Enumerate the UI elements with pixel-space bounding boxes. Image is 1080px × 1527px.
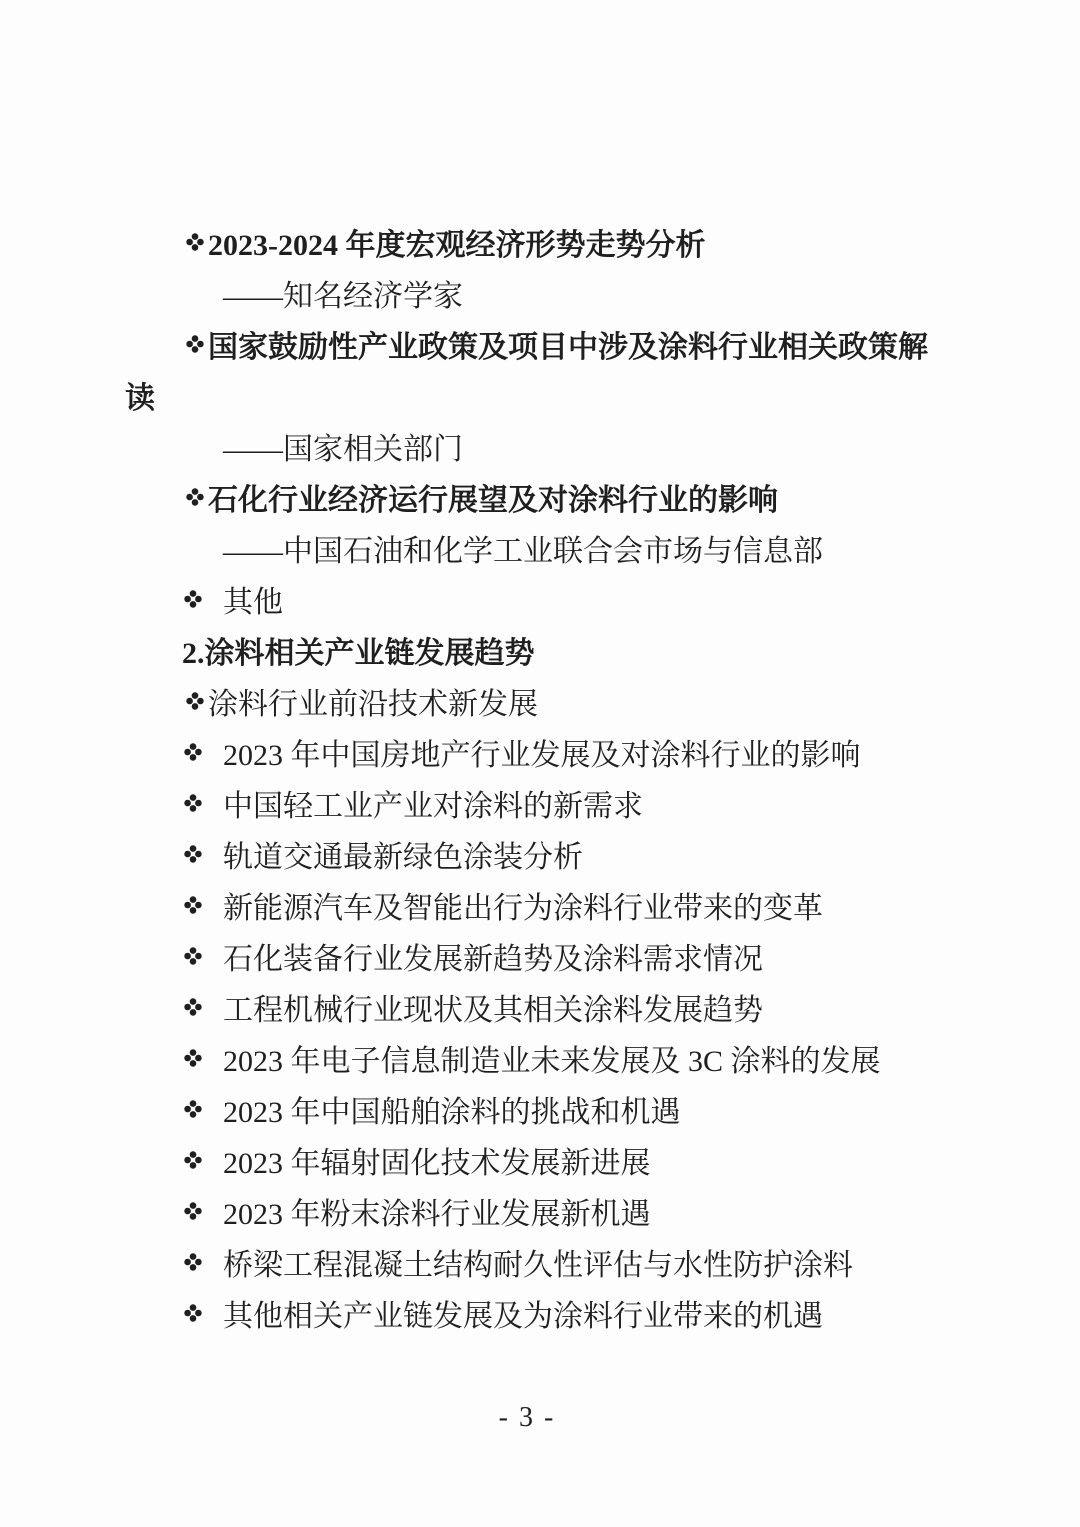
clover-bullet-icon: [184, 743, 202, 761]
attribution-line: [0, 420, 1080, 471]
list-item-text: 其他相关产业链发展及为涂料行业带来的机遇: [223, 1299, 823, 1333]
clover-bullet-icon: [186, 233, 204, 251]
list-item: [0, 1083, 1080, 1134]
list-item-text: 新能源汽车及智能出行为涂料行业带来的变革: [223, 891, 823, 925]
clover-bullet-icon: [184, 947, 202, 965]
list-item: [0, 318, 1080, 369]
list-item: [0, 930, 1080, 981]
list-item-text: 国家鼓励性产业政策及项目中涉及涂料行业相关政策解: [208, 330, 928, 364]
agenda-list: [0, 216, 1080, 1338]
clover-bullet-icon: [186, 335, 204, 353]
list-item: [0, 981, 1080, 1032]
clover-bullet-icon: [184, 1304, 202, 1322]
page-number: - 3 -: [498, 1402, 556, 1433]
list-item-text: 石化行业经济运行展望及对涂料行业的影响: [208, 483, 778, 517]
list-item: [0, 1134, 1080, 1185]
section-heading: [0, 624, 1080, 675]
list-item-text: 涂料行业前沿技术新发展: [208, 687, 538, 721]
list-item-text: 桥梁工程混凝土结构耐久性评估与水性防护涂料: [223, 1248, 853, 1282]
attribution-line: [0, 267, 1080, 318]
clover-bullet-icon: [184, 1100, 202, 1118]
attribution-text: ——中国石油和化学工业联合会市场与信息部: [223, 534, 823, 568]
wrapped-text: 读: [125, 381, 155, 415]
clover-bullet-icon: [184, 794, 202, 812]
list-item: [0, 777, 1080, 828]
list-item: [0, 879, 1080, 930]
list-item: [0, 471, 1080, 522]
clover-bullet-icon: [184, 845, 202, 863]
list-item-text: 2023 年辐射固化技术发展新进展: [223, 1146, 651, 1180]
list-item-text: 轨道交通最新绿色涂装分析: [223, 840, 583, 874]
attribution-text: ——国家相关部门: [223, 432, 463, 466]
list-item-text: 2023 年中国船舶涂料的挑战和机遇: [223, 1095, 681, 1129]
list-item: [0, 573, 1080, 624]
list-item-text: 2023 年粉末涂料行业发展新机遇: [223, 1197, 651, 1231]
list-item-text: 2023-2024 年度宏观经济形势走势分析: [208, 228, 706, 262]
list-item-text: 中国轻工业产业对涂料的新需求: [223, 789, 643, 823]
clover-bullet-icon: [184, 896, 202, 914]
clover-bullet-icon: [186, 488, 204, 506]
list-item-text: 石化装备行业发展新趋势及涂料需求情况: [223, 942, 763, 976]
clover-bullet-icon: [184, 1202, 202, 1220]
wrapped-text-line: [0, 369, 1080, 420]
list-item: [0, 1185, 1080, 1236]
list-item-text: 工程机械行业现状及其相关涂料发展趋势: [223, 993, 763, 1027]
clover-bullet-icon: [184, 1253, 202, 1271]
attribution-line: [0, 522, 1080, 573]
list-item: [0, 675, 1080, 726]
list-item: [0, 1236, 1080, 1287]
clover-bullet-icon: [184, 998, 202, 1016]
attribution-text: ——知名经济学家: [223, 279, 463, 313]
clover-bullet-icon: [184, 590, 202, 608]
list-item: [0, 828, 1080, 879]
list-item-text: 2023 年电子信息制造业未来发展及 3C 涂料的发展: [223, 1044, 881, 1078]
list-item: [0, 726, 1080, 777]
clover-bullet-icon: [184, 1049, 202, 1067]
list-item: [0, 216, 1080, 267]
list-item-text: 其他: [223, 585, 283, 619]
list-item: [0, 1032, 1080, 1083]
list-item: [0, 1287, 1080, 1338]
section-heading-text: 2.涂料相关产业链发展趋势: [182, 636, 535, 670]
clover-bullet-icon: [184, 1151, 202, 1169]
list-item-text: 2023 年中国房地产行业发展及对涂料行业的影响: [223, 738, 861, 772]
clover-bullet-icon: [186, 692, 204, 710]
